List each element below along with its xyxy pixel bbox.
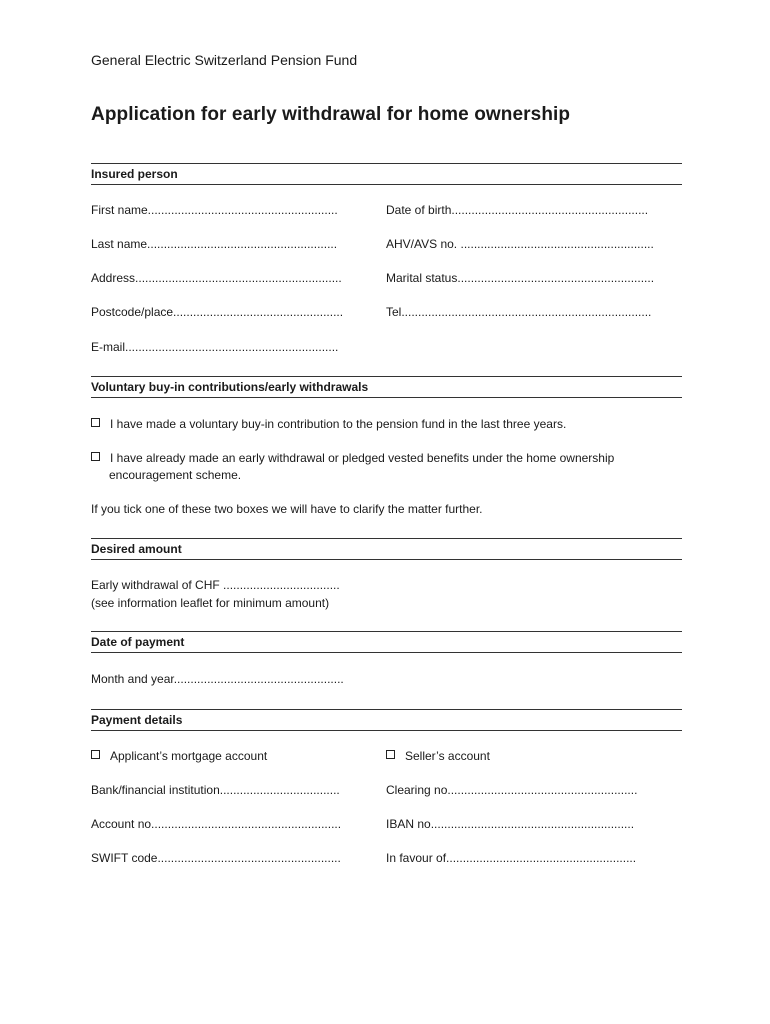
checkbox-label: I have already made an early withdrawal or pledged vested benefits under the home ownership bbox=[110, 451, 615, 465]
divider bbox=[91, 631, 682, 632]
email-field[interactable]: E-mail................................................................ bbox=[91, 340, 339, 354]
checkbox-buy-in[interactable] bbox=[91, 418, 100, 427]
ahv-avs-field[interactable]: AHV/AVS no. .......................................................... bbox=[386, 237, 654, 251]
month-year-field[interactable]: Month and year................................................... bbox=[91, 672, 344, 686]
bank-institution-field[interactable]: Bank/financial institution.................................... bbox=[91, 783, 340, 797]
divider bbox=[91, 184, 682, 185]
checkbox-label-continued: encouragement scheme. bbox=[109, 468, 242, 482]
voluntary-option-buy-in[interactable] bbox=[91, 417, 566, 431]
organization-name: General Electric Switzerland Pension Fund bbox=[91, 52, 358, 68]
form-title: Application for early withdrawal for home ownership bbox=[91, 104, 571, 125]
divider bbox=[91, 376, 682, 377]
clarification-note: If you tick one of these two boxes we will have to clarify the matter further. bbox=[91, 502, 483, 516]
divider bbox=[91, 163, 682, 164]
clearing-no-field[interactable]: Clearing no......................................................... bbox=[386, 783, 638, 797]
address-field[interactable]: Address.............................................................. bbox=[91, 271, 342, 285]
voluntary-option-early-withdrawal[interactable] bbox=[91, 451, 614, 465]
in-favour-of-field[interactable]: In favour of......................................................... bbox=[386, 851, 637, 865]
section-heading-date-of-payment: Date of payment bbox=[91, 635, 185, 649]
swift-code-field[interactable]: SWIFT code....................................................... bbox=[91, 851, 341, 865]
option-applicant-mortgage-account[interactable] bbox=[91, 749, 267, 763]
postcode-place-field[interactable]: Postcode/place................................................... bbox=[91, 305, 344, 319]
marital-status-field[interactable]: Marital status........................................................... bbox=[386, 271, 655, 285]
section-heading-voluntary: Voluntary buy-in contributions/early withdrawals bbox=[91, 380, 369, 394]
minimum-amount-note: (see information leaflet for minimum amount) bbox=[91, 596, 330, 610]
divider bbox=[91, 559, 682, 560]
checkbox-early-withdrawal[interactable] bbox=[91, 452, 100, 461]
divider bbox=[91, 652, 682, 653]
checkbox-label: Seller’s account bbox=[405, 749, 490, 763]
account-no-field[interactable]: Account no......................................................... bbox=[91, 817, 342, 831]
divider bbox=[91, 538, 682, 539]
first-name-field[interactable]: First name......................................................... bbox=[91, 203, 338, 217]
checkbox-seller-account[interactable] bbox=[386, 750, 395, 759]
option-seller-account[interactable] bbox=[386, 749, 490, 763]
date-of-birth-field[interactable]: Date of birth........................................................... bbox=[386, 203, 649, 217]
withdrawal-amount-field[interactable]: Early withdrawal of CHF ................................... bbox=[91, 578, 340, 592]
section-heading-desired-amount: Desired amount bbox=[91, 542, 182, 556]
section-heading-insured-person: Insured person bbox=[91, 167, 178, 181]
divider bbox=[91, 397, 682, 398]
iban-no-field[interactable]: IBAN no............................................................. bbox=[386, 817, 635, 831]
checkbox-applicant-account[interactable] bbox=[91, 750, 100, 759]
last-name-field[interactable]: Last name......................................................... bbox=[91, 237, 338, 251]
divider bbox=[91, 709, 682, 710]
tel-field[interactable]: Tel........................................................................... bbox=[386, 305, 652, 319]
divider bbox=[91, 730, 682, 731]
section-heading-payment-details: Payment details bbox=[91, 713, 183, 727]
checkbox-label: I have made a voluntary buy-in contribution to the pension fund in the last three years. bbox=[110, 417, 567, 431]
checkbox-label: Applicant’s mortgage account bbox=[110, 749, 268, 763]
